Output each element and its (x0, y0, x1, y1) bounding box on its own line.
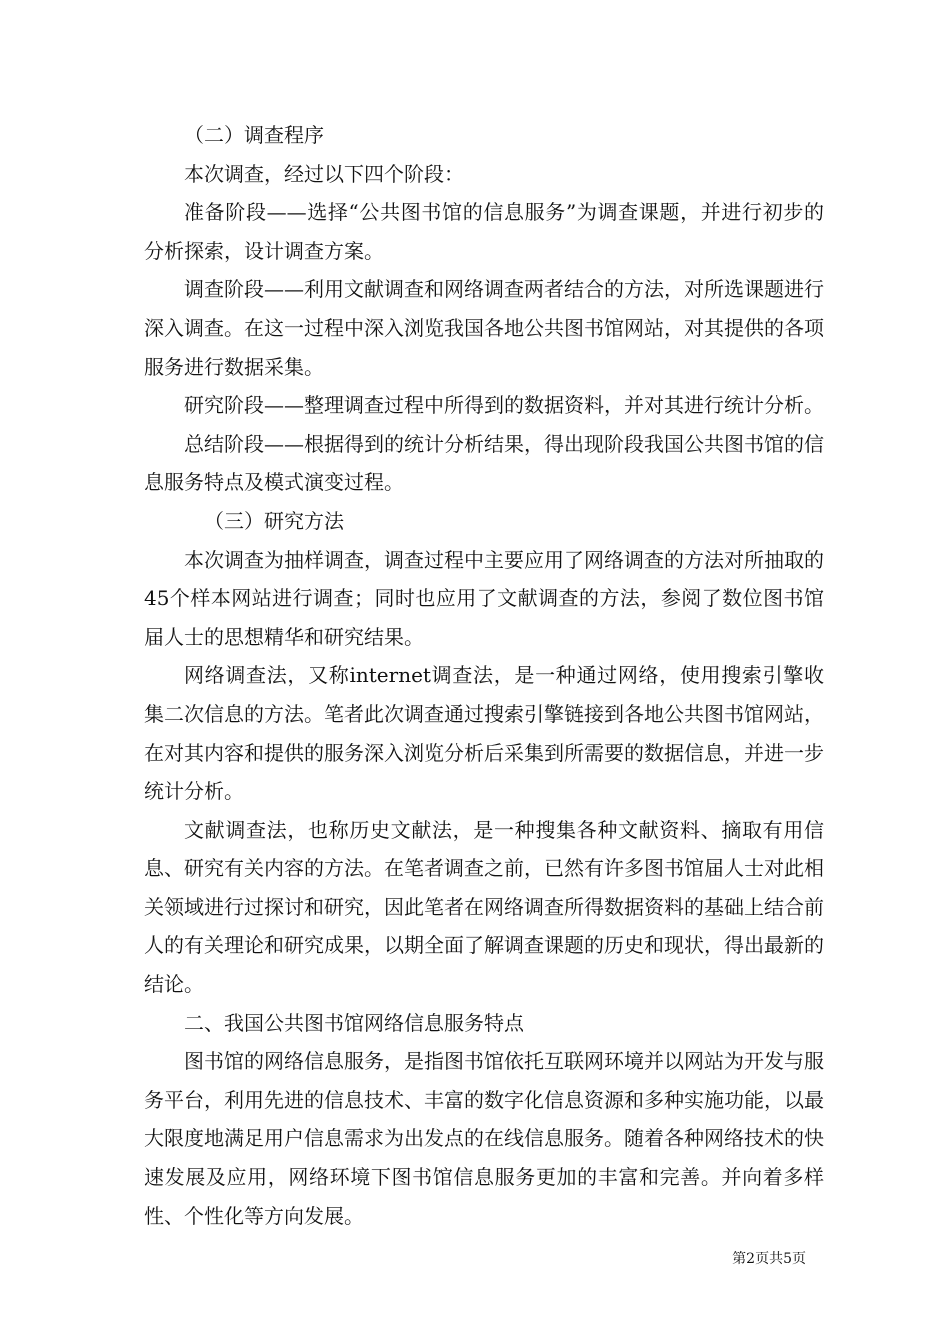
paragraph-stages-intro: 本次调查，经过以下四个阶段： (184, 161, 464, 186)
paragraph-survey-stage: 调查阶段——利用文献调查和网络调查两者结合的方法，对所选课题进行深入调查。在这一过程中深入浏览我国各地公共图书馆网站，对其提供的各项服务进行数据采集。 (144, 277, 824, 379)
paragraph-research-stage: 研究阶段——整理调查过程中所得到的数据资料，并对其进行统计分析。 (184, 393, 824, 418)
section-heading-service-characteristics: 二、我国公共图书馆网络信息服务特点 (184, 1010, 524, 1035)
document-body (144, 116, 824, 1235)
paragraph-network-information-service: 图书馆的网络信息服务，是指图书馆依托互联网环境并以网站为开发与服务平台，利用先进的信息技术、丰富的数字化信息资源和多种实施功能，以最大限度地满足用户信息需求为出发点的在线信息服务。随着各种网络技术的快速发展及应用，网络环境下图书馆信息服务更加的丰富和完善。并向着多样性、个性化等方向发展。 (144, 1049, 824, 1228)
paragraph-summary-stage: 总结阶段——根据得到的统计分析结果，得出现阶段我国公共图书馆的信息服务特点及模式演变过程。 (144, 431, 824, 495)
paragraph-sampling-survey: 本次调查为抽样调查，调查过程中主要应用了网络调查的方法对所抽取的45个样本网站进行调查；同时也应用了文献调查的方法，参阅了数位图书馆届人士的思想精华和研究结果。 (144, 547, 824, 649)
page-number-footer: 第2页共5页 (732, 1251, 806, 1267)
section-heading-research-methods: （三）研究方法 (204, 508, 344, 533)
paragraph-network-survey-method: 网络调查法，又称internet调查法，是一种通过网络，使用搜索引擎收集二次信息的方法。笔者此次调查通过搜索引擎链接到各地公共图书馆网站，在对其内容和提供的服务深入浏览分析后采集到所需要的数据信息，并进一步统计分析。 (144, 663, 824, 804)
paragraph-literature-survey-method: 文献调查法，也称历史文献法，是一种搜集各种文献资料、摘取有用信息、研究有关内容的方法。在笔者调查之前，已然有许多图书馆届人士对此相关领域进行过探讨和研究，因此笔者在网络调查所得数据资料的基础上结合前人的有关理论和研究成果，以期全面了解调查课题的历史和现状，得出最新的结论。 (144, 817, 824, 997)
section-heading-survey-procedure: （二）调查程序 (184, 123, 324, 147)
paragraph-preparation-stage: 准备阶段——选择“公共图书馆的信息服务”为调查课题，并进行初步的分析探索，设计调查方案。 (144, 200, 824, 263)
